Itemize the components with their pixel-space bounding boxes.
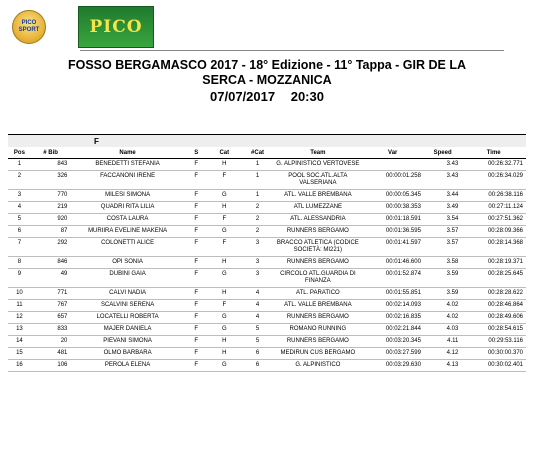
cell-bib: 770 <box>31 190 71 202</box>
cell-time: 00:27:11.124 <box>461 202 526 214</box>
header-name: Name <box>70 147 184 159</box>
header-cat-rank: #Cat <box>241 147 274 159</box>
table-row <box>8 190 526 202</box>
cell-cat: H <box>208 348 241 360</box>
cell-cat: G <box>208 360 241 372</box>
cell-bib: 20 <box>31 336 71 348</box>
cell-name: LOCATELLI ROBERTA <box>70 312 184 324</box>
cell-cat-rank: 4 <box>241 312 274 324</box>
cell-pos: 2 <box>8 171 31 190</box>
cell-cat: F <box>208 171 241 190</box>
table-row <box>8 336 526 348</box>
header-time: Time <box>461 147 526 159</box>
header-bib: # Bib <box>31 147 71 159</box>
cell-bib: 843 <box>31 159 71 171</box>
cell-pos: 14 <box>8 336 31 348</box>
cell-pos: 1 <box>8 159 31 171</box>
cell-pos: 8 <box>8 257 31 269</box>
table-row <box>8 300 526 312</box>
cell-name: DUBINI GAIA <box>70 269 184 288</box>
cell-speed: 4.12 <box>424 348 461 360</box>
results-body <box>8 159 526 372</box>
cell-name: CALVI NADIA <box>70 288 184 300</box>
title-datetime <box>0 89 534 104</box>
event-time: 20:30 <box>290 89 324 104</box>
cell-time: 00:26:38.116 <box>461 190 526 202</box>
cell-cat: H <box>208 288 241 300</box>
table-row <box>8 269 526 288</box>
cell-name: PIEVANI SIMONA <box>70 336 184 348</box>
cell-cat: F <box>208 238 241 257</box>
cell-name: MAJER DANIELA <box>70 324 184 336</box>
results-table <box>8 134 526 372</box>
cell-bib: 833 <box>31 324 71 336</box>
cell-sex: F <box>185 214 208 226</box>
cell-team: ATL. VALLE BREMBANA <box>274 300 361 312</box>
results-table-container <box>8 134 526 372</box>
cell-team: BRACCO ATLETICA (CODICE SOCIETÀ: MI221) <box>274 238 361 257</box>
cell-cat-rank: 3 <box>241 257 274 269</box>
header-speed: Speed <box>424 147 461 159</box>
cell-bib: 846 <box>31 257 71 269</box>
cell-var: 00:00:38.353 <box>362 202 424 214</box>
cell-var: 00:01:52.874 <box>362 269 424 288</box>
cell-cat: H <box>208 159 241 171</box>
cell-sex: F <box>185 257 208 269</box>
cell-team: ATL. PARATICO <box>274 288 361 300</box>
cell-speed: 3.57 <box>424 226 461 238</box>
header-team: Team <box>274 147 361 159</box>
cell-time: 00:28:54.615 <box>461 324 526 336</box>
cell-time: 00:26:34.029 <box>461 171 526 190</box>
cell-cat-rank: 1 <box>241 171 274 190</box>
table-header-row <box>8 147 526 159</box>
cell-name: COLONETTI ALICE <box>70 238 184 257</box>
cell-speed: 3.43 <box>424 159 461 171</box>
cell-bib: 87 <box>31 226 71 238</box>
cell-speed: 3.49 <box>424 202 461 214</box>
cell-pos: 10 <box>8 288 31 300</box>
cell-time: 00:28:28.622 <box>461 288 526 300</box>
cell-sex: F <box>185 238 208 257</box>
cell-cat: H <box>208 336 241 348</box>
cell-cat: G <box>208 226 241 238</box>
table-row <box>8 257 526 269</box>
cell-bib: 326 <box>31 171 71 190</box>
cell-cat-rank: 5 <box>241 336 274 348</box>
title-line-1: FOSSO BERGAMASCO 2017 - 18° Edizione - 11° Tappa - GIR DE LA <box>67 58 467 72</box>
cell-speed: 3.58 <box>424 257 461 269</box>
cell-time: 00:28:49.606 <box>461 312 526 324</box>
cell-sex: F <box>185 324 208 336</box>
group-row <box>8 135 526 148</box>
cell-team: ROMANO RUNNING <box>274 324 361 336</box>
cell-sex: F <box>185 312 208 324</box>
cell-sex: F <box>185 190 208 202</box>
cell-pos: 11 <box>8 300 31 312</box>
cell-pos: 13 <box>8 324 31 336</box>
cell-speed: 3.43 <box>424 171 461 190</box>
cell-speed: 3.57 <box>424 238 461 257</box>
cell-speed: 4.02 <box>424 300 461 312</box>
table-row <box>8 226 526 238</box>
cell-time: 00:26:32.771 <box>461 159 526 171</box>
cell-pos: 16 <box>8 360 31 372</box>
cell-speed: 4.11 <box>424 336 461 348</box>
table-row <box>8 312 526 324</box>
cell-bib: 106 <box>31 360 71 372</box>
cell-var: 00:02:16.835 <box>362 312 424 324</box>
cell-speed: 4.03 <box>424 324 461 336</box>
cell-speed: 4.02 <box>424 312 461 324</box>
cell-cat: G <box>208 312 241 324</box>
cell-var: 00:03:27.599 <box>362 348 424 360</box>
cell-time: 00:30:00.370 <box>461 348 526 360</box>
cell-var: 00:02:21.844 <box>362 324 424 336</box>
cell-bib: 481 <box>31 348 71 360</box>
cell-team: CIRCOLO ATL.GUARDIA DI FINANZA <box>274 269 361 288</box>
cell-team: MEDIRUN CUS BERGAMO <box>274 348 361 360</box>
cell-time: 00:28:25.645 <box>461 269 526 288</box>
table-row <box>8 171 526 190</box>
cell-cat: G <box>208 190 241 202</box>
cell-name: MURIIRA EVELINE MAKENA <box>70 226 184 238</box>
cell-sex: F <box>185 336 208 348</box>
cell-cat: G <box>208 324 241 336</box>
cell-team: G. ALPINISTICO VERTOVESE <box>274 159 361 171</box>
cell-time: 00:28:09.366 <box>461 226 526 238</box>
table-row <box>8 324 526 336</box>
cell-pos: 9 <box>8 269 31 288</box>
cell-speed: 3.44 <box>424 190 461 202</box>
pico-sport-logo <box>12 10 46 44</box>
cell-team: ATL LUMEZZANE <box>274 202 361 214</box>
cell-name: COSTA LAURA <box>70 214 184 226</box>
cell-var: 00:03:20.345 <box>362 336 424 348</box>
cell-bib: 219 <box>31 202 71 214</box>
cell-sex: F <box>185 226 208 238</box>
cell-cat: G <box>208 269 241 288</box>
header-cat: Cat <box>208 147 241 159</box>
cell-name: PEROLA ELENA <box>70 360 184 372</box>
cell-sex: F <box>185 300 208 312</box>
cell-var: 00:00:05.345 <box>362 190 424 202</box>
cell-bib: 292 <box>31 238 71 257</box>
cell-time: 00:28:14.368 <box>461 238 526 257</box>
cell-team: RUNNERS BERGAMO <box>274 336 361 348</box>
cell-var <box>362 159 424 171</box>
cell-pos: 7 <box>8 238 31 257</box>
cell-team: POOL SOC.ATL.ALTA VALSERIANA <box>274 171 361 190</box>
cell-cat-rank: 1 <box>241 190 274 202</box>
cell-time: 00:27:51.362 <box>461 214 526 226</box>
table-row <box>8 159 526 171</box>
cell-bib: 771 <box>31 288 71 300</box>
cell-speed: 3.54 <box>424 214 461 226</box>
cell-team: RUNNERS BERGAMO <box>274 312 361 324</box>
cell-name: MILESI SIMONA <box>70 190 184 202</box>
cell-cat: F <box>208 214 241 226</box>
cell-cat-rank: 6 <box>241 348 274 360</box>
header-var: Var <box>362 147 424 159</box>
cell-team: ATL. ALESSANDRIA <box>274 214 361 226</box>
pico-logo-text: PICO <box>89 17 143 37</box>
cell-name: QUADRI RITA LILIA <box>70 202 184 214</box>
table-row <box>8 238 526 257</box>
cell-speed: 3.59 <box>424 288 461 300</box>
page-title <box>0 58 534 104</box>
cell-var: 00:01:18.591 <box>362 214 424 226</box>
header-pos: Pos <box>8 147 31 159</box>
cell-cat: H <box>208 257 241 269</box>
cell-time: 00:29:53.116 <box>461 336 526 348</box>
cell-sex: F <box>185 159 208 171</box>
cell-bib: 49 <box>31 269 71 288</box>
cell-cat-rank: 2 <box>241 214 274 226</box>
cell-team: ATL. VALLE BREMBANA <box>274 190 361 202</box>
table-row <box>8 214 526 226</box>
cell-var: 00:00:01.258 <box>362 171 424 190</box>
title-line-2: SERCA - MOZZANICA <box>202 73 332 87</box>
pico-logo <box>78 6 154 48</box>
cell-pos: 12 <box>8 312 31 324</box>
pico-sport-logo-text: PICO SPORT <box>18 20 40 33</box>
cell-bib: 920 <box>31 214 71 226</box>
cell-pos: 15 <box>8 348 31 360</box>
cell-time: 00:28:46.864 <box>461 300 526 312</box>
cell-bib: 767 <box>31 300 71 312</box>
cell-var: 00:03:29.630 <box>362 360 424 372</box>
cell-speed: 3.59 <box>424 269 461 288</box>
cell-cat-rank: 5 <box>241 324 274 336</box>
cell-cat-rank: 4 <box>241 300 274 312</box>
cell-time: 00:28:19.371 <box>461 257 526 269</box>
event-date: 07/07/2017 <box>210 89 276 104</box>
cell-sex: F <box>185 269 208 288</box>
cell-cat-rank: 1 <box>241 159 274 171</box>
cell-team: G. ALPINISTICO <box>274 360 361 372</box>
cell-var: 00:01:55.851 <box>362 288 424 300</box>
cell-cat-rank: 3 <box>241 238 274 257</box>
cell-time: 00:30:02.401 <box>461 360 526 372</box>
cell-pos: 5 <box>8 214 31 226</box>
cell-bib: 657 <box>31 312 71 324</box>
cell-var: 00:01:41.597 <box>362 238 424 257</box>
cell-name: OPI SONIA <box>70 257 184 269</box>
cell-sex: F <box>185 360 208 372</box>
cell-cat-rank: 2 <box>241 202 274 214</box>
cell-pos: 3 <box>8 190 31 202</box>
cell-name: OLMO BARBARA <box>70 348 184 360</box>
cell-pos: 4 <box>8 202 31 214</box>
table-row <box>8 288 526 300</box>
cell-team: RUNNERS BERGAMO <box>274 257 361 269</box>
cell-sex: F <box>185 202 208 214</box>
cell-name: BENEDETTI STEFANIA <box>70 159 184 171</box>
cell-speed: 4.13 <box>424 360 461 372</box>
cell-var: 00:01:36.595 <box>362 226 424 238</box>
cell-var: 00:01:46.600 <box>362 257 424 269</box>
table-row <box>8 348 526 360</box>
header-sex: S <box>185 147 208 159</box>
cell-pos: 6 <box>8 226 31 238</box>
cell-cat: F <box>208 300 241 312</box>
cell-team: RUNNERS BERGAMO <box>274 226 361 238</box>
header-divider <box>80 50 504 51</box>
cell-var: 00:02:14.093 <box>362 300 424 312</box>
cell-cat-rank: 4 <box>241 288 274 300</box>
cell-cat-rank: 2 <box>241 226 274 238</box>
cell-sex: F <box>185 288 208 300</box>
cell-cat: H <box>208 202 241 214</box>
cell-cat-rank: 3 <box>241 269 274 288</box>
cell-sex: F <box>185 348 208 360</box>
cell-cat-rank: 6 <box>241 360 274 372</box>
cell-name: FACCANONI IRENE <box>70 171 184 190</box>
cell-name: SCALVINI SERENA <box>70 300 184 312</box>
group-label: F <box>8 135 526 148</box>
table-row <box>8 202 526 214</box>
cell-sex: F <box>185 171 208 190</box>
table-row <box>8 360 526 372</box>
